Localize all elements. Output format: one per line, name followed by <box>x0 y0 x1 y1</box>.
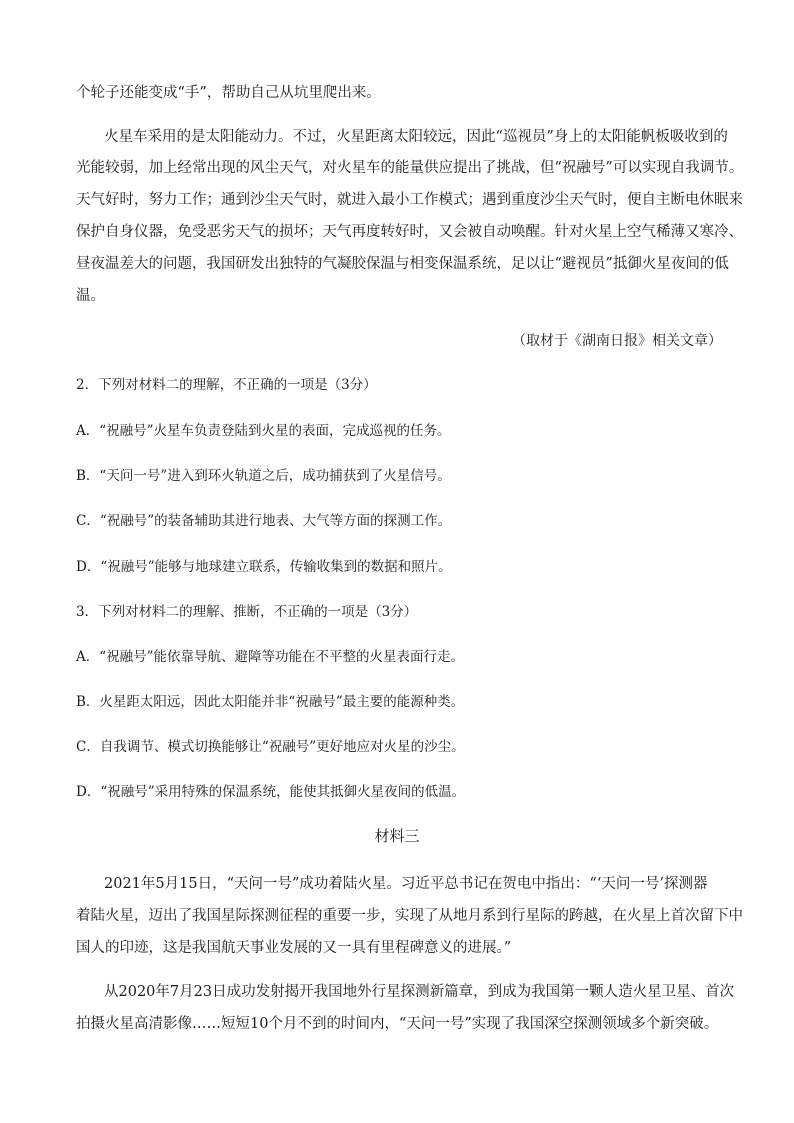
paragraph-line: 昼夜温差大的问题，我国研发出独特的气凝胶保温与相变保温系统，足以让“避视员”抵御火星夜间的低 <box>76 256 729 272</box>
question-2-option-a: A．“祝融号”火星车负责登陆到火星的表面，完成巡视的任务。 <box>76 423 451 439</box>
question-3-option-a: A．“祝融号”能依靠导航、避障等功能在不平整的火星表面行走。 <box>76 649 465 665</box>
paragraph-line: 光能较弱，加上经常出现的风尘天气，对火星车的能量供应提出了挑战，但“祝融号”可以实现自我调节。 <box>76 160 744 176</box>
question-2-option-d: D．“祝融号”能够与地球建立联系，传输收集到的数据和照片。 <box>76 559 452 575</box>
paragraph-line: 着陆火星，迈出了我国星际探测征程的重要一步，实现了从地月系到行星际的跨越，在火星上首次留下中 <box>76 908 743 924</box>
question-2-stem: 2．下列对材料二的理解，不正确的一项是（3分） <box>76 377 377 393</box>
paragraph-line: 拍摄火星高清影像……短短10个月不到的时间内，“天问一号”实现了我国深空探测领域多个新突破。 <box>76 1016 719 1032</box>
question-2-option-c: C．“祝融号”的装备辅助其进行地表、大气等方面的探测工作。 <box>76 513 452 529</box>
paragraph-line: 从2020年7月23日成功发射揭开我国地外行星探测新篇章，到成为我国第一颗人造火星卫星、首次 <box>104 984 735 1000</box>
paragraph-line: 天气好时，努力工作；通到沙尘天气时，就进入最小工作模式；遇到重度沙尘天气时，便自主断电休眠来 <box>76 192 743 208</box>
paragraph-line: 2021年5月15日，“天问一号”成功着陆火星。习近平总书记在贺电中指出：“‘天问一号’探测器 <box>104 876 708 892</box>
source-citation: （取材于《湖南日报》相关文章） <box>512 333 722 349</box>
section-heading: 材料三 <box>374 827 420 845</box>
question-3-stem: 3．下列对材料二的理解、推断，不正确的一项是（3分） <box>76 604 418 620</box>
paragraph-line: 温。 <box>76 288 105 304</box>
question-3-option-d: D．“祝融号”采用特殊的保温系统，能使其抵御火星夜间的低温。 <box>76 784 466 800</box>
paragraph-line: 个轮子还能变成“手”，帮助自己从坑里爬出来。 <box>76 85 381 101</box>
question-3-option-c: C．自我调节、模式切换能够让“祝融号”更好地应对火星的沙尘。 <box>76 739 465 755</box>
question-3-option-b: B．火星距太阳远，因此太阳能并非“祝融号”最主要的能源种类。 <box>76 694 465 710</box>
question-2-option-b: B．“天问一号”进入到环火轨道之后，成功捕获到了火星信号。 <box>76 468 451 484</box>
paragraph-line: 保护自身仪器，免受恶劣天气的损坏；天气再度转好时，又会被自动唤醒。针对火星上空气稀薄又寒冷、 <box>76 224 743 240</box>
paragraph-line: 火星车采用的是太阳能动力。不过，火星距离太阳较远，因此“巡视员”身上的太阳能帆板吸收到的 <box>104 129 728 145</box>
paragraph-line: 国人的印迹，这是我国航天事业发展的又一具有里程碑意义的进展。” <box>76 940 512 956</box>
